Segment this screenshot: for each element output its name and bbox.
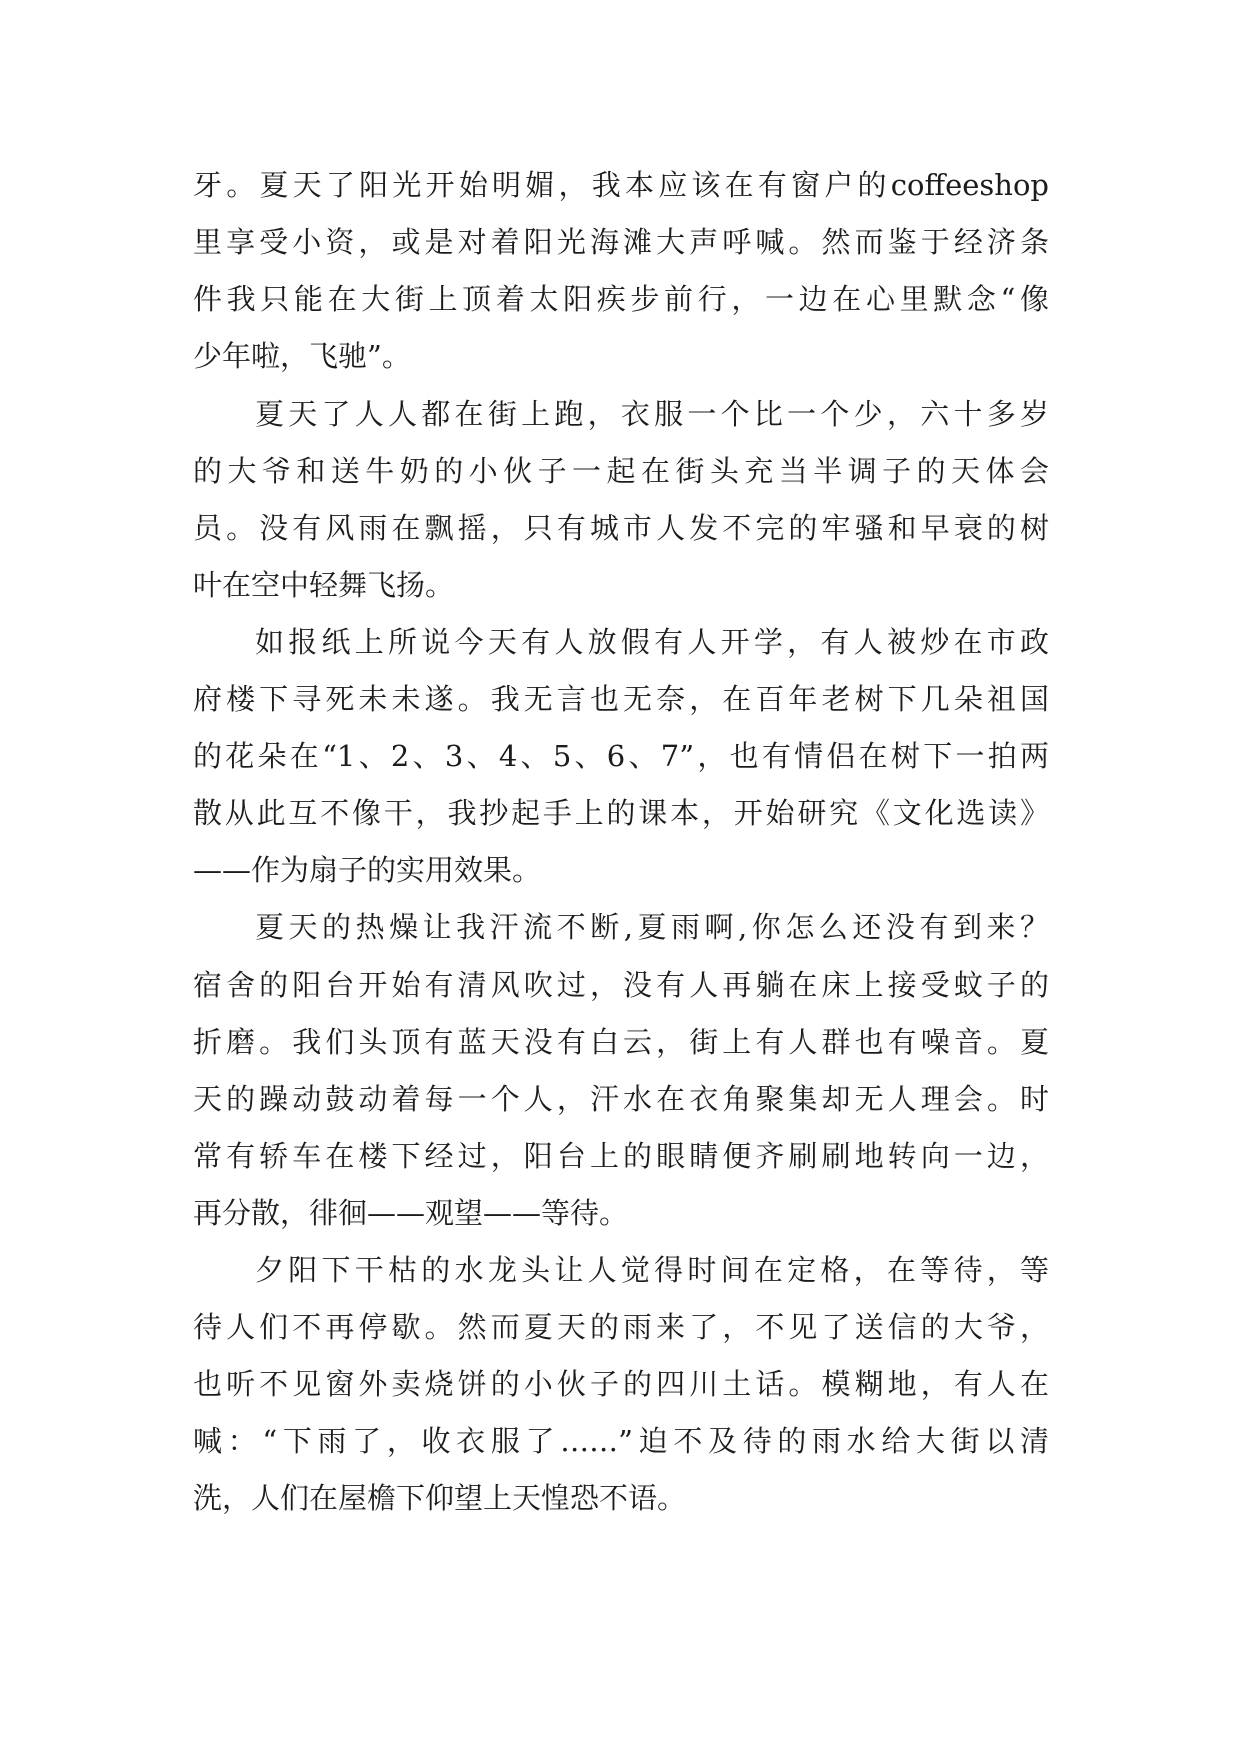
paragraph-first-line: 夕阳下干枯的水龙头让人觉得时间在定格，在等待，等: [255, 1253, 1049, 1287]
text-line: 洗，人们在屋檐下仰望上天惶恐不语。: [193, 1481, 687, 1515]
text-line: 再分散，徘徊——观望——等待。: [193, 1196, 629, 1230]
paragraph-first-line: 如报纸上所说今天有人放假有人开学，有人被炒在市政: [255, 625, 1049, 659]
text-line: 员。没有风雨在飘摇，只有城市人发不完的牢骚和早衰的树: [193, 511, 1049, 545]
text-line: 叶在空中轻舞飞扬。: [193, 568, 455, 602]
paragraph-first-line: 夏天的热燥让我汗流不断,夏雨啊,你怎么还没有到来？: [255, 910, 1049, 944]
text-line: 宿舍的阳台开始有清风吹过，没有人再躺在床上接受蚊子的: [193, 968, 1049, 1002]
text-line: 散从此互不像干，我抄起手上的课本，开始研究《文化选读》: [193, 796, 1049, 830]
text-line: 待人们不再停歇。然而夏天的雨来了，不见了送信的大爷，: [193, 1310, 1049, 1344]
text-line: 的大爷和送牛奶的小伙子一起在街头充当半调子的天体会: [193, 454, 1049, 488]
text-line: 牙。夏天了阳光开始明媚，我本应该在有窗户的coffeeshop: [193, 168, 1049, 202]
text-line: 里享受小资，或是对着阳光海滩大声呼喊。然而鉴于经济条: [193, 225, 1049, 259]
paragraph-first-line: 夏天了人人都在街上跑，衣服一个比一个少，六十多岁: [255, 397, 1049, 431]
text-line: 喊：“下雨了，收衣服了……”迫不及待的雨水给大街以清: [193, 1424, 1049, 1458]
text-line: 府楼下寻死未未遂。我无言也无奈，在百年老树下几朵祖国: [193, 682, 1049, 716]
text-line: 也听不见窗外卖烧饼的小伙子的四川土话。模糊地，有人在: [193, 1367, 1049, 1401]
text-line: 天的躁动鼓动着每一个人，汗水在衣角聚集却无人理会。时: [193, 1082, 1049, 1116]
text-line: 折磨。我们头顶有蓝天没有白云，街上有人群也有噪音。夏: [193, 1025, 1049, 1059]
text-line: ——作为扇子的实用效果。: [193, 853, 542, 887]
text-line: 的花朵在“1、2、3、4、5、6、7”，也有情侣在树下一拍两: [193, 739, 1049, 773]
text-line: 常有轿车在楼下经过，阳台上的眼睛便齐刷刷地转向一边，: [193, 1139, 1049, 1173]
text-line: 少年啦，飞驰”。: [193, 339, 411, 373]
text-line: 件我只能在大街上顶着太阳疾步前行，一边在心里默念“像: [193, 282, 1049, 316]
